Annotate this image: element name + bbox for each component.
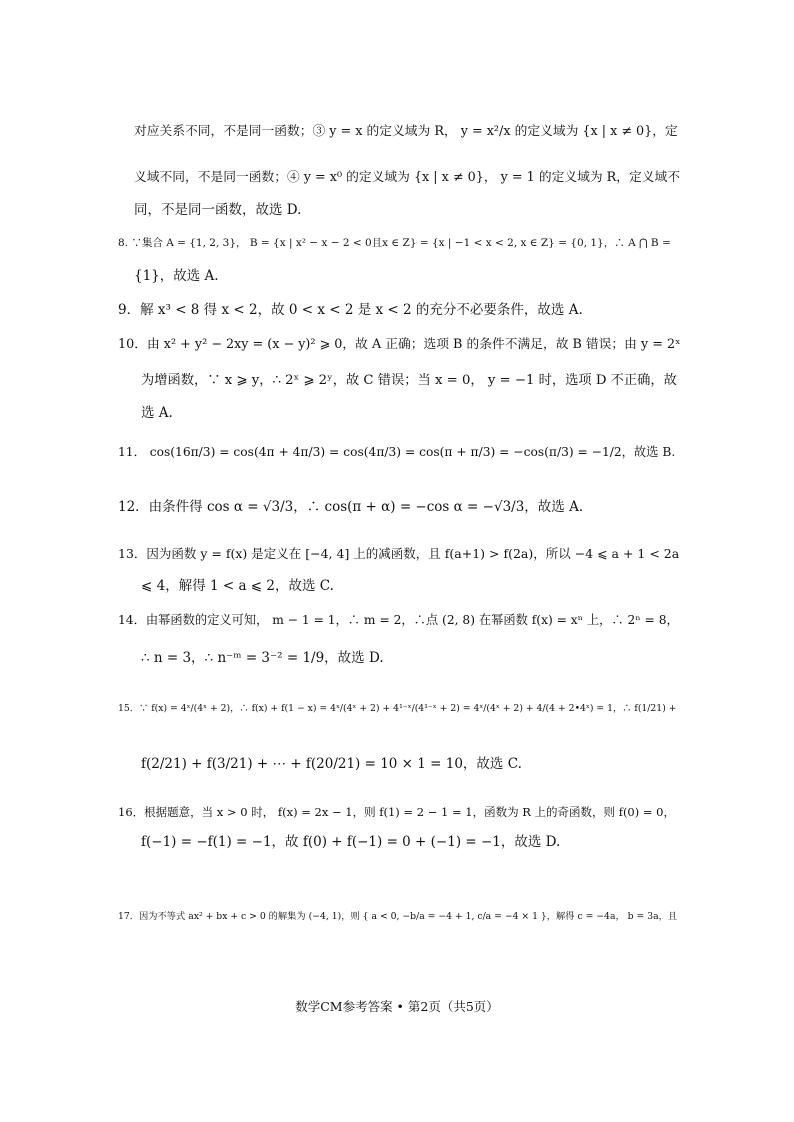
answer-line: 12．由条件得 cos α = √3/3，∴ cos(π + α) = −cos α = −√3/3，故选 A.: [118, 499, 584, 515]
answer-line: 13．因为函数 y = f(x) 是定义在 [−4, 4] 上的减函数，且 f(a+1) > f(2a)，所以 −4 ⩽ a + 1 < 2a: [118, 546, 680, 561]
answer-line: 8. ∵集合 A = {1, 2, 3}， B = {x | x² − x − 2 < 0且x ∈ Z} = {x | −1 < x < 2, x ∈ Z} = {0, 1}，∴ A ⋂ B =: [118, 237, 671, 249]
answer-line: ∴ n = 3，∴ n⁻ᵐ = 3⁻² = 1/9，故选 D.: [141, 650, 384, 666]
answer-line: 选 A.: [141, 405, 173, 421]
answer-line: 17．因为不等式 ax² + bx + c > 0 的解集为 (−4, 1)，则 { a < 0, −b/a = −4 + 1, c/a = −4 × 1 }，解得 c = −4a， b = 3a，且: [118, 911, 678, 922]
answer-line: 16．根据题意，当 x > 0 时， f(x) = 2x − 1，则 f(1) = 2 − 1 = 1，函数为 R 上的奇函数，则 f(0) = 0，: [118, 805, 676, 819]
answer-line: 10．由 x² + y² − 2xy = (x − y)² ⩾ 0，故 A 正确；选项 B 的条件不满足，故 B 错误；由 y = 2ˣ: [118, 337, 681, 352]
answer-line: 14．由幂函数的定义可知， m − 1 = 1，∴ m = 2，∴点 (2, 8) 在幂函数 f(x) = xⁿ 上，∴ 2ⁿ = 8，: [118, 613, 679, 627]
answer-line: f(2/21) + f(3/21) + ⋯ + f(20/21) = 10 × 1 = 10，故选 C.: [141, 756, 522, 772]
answer-line: 9．解 x³ < 8 得 x < 2，故 0 < x < 2 是 x < 2 的充分不必要条件，故选 A.: [118, 302, 583, 318]
answer-line: 同，不是同一函数，故选 D.: [134, 202, 302, 218]
page-footer: 数学CM参考答案 • 第2页（共5页）: [295, 999, 499, 1014]
answer-line: 义域不同，不是同一函数；④ y = x⁰ 的定义域为 {x | x ≠ 0}， y = 1 的定义域为 R，定义域不: [134, 170, 680, 185]
answer-line: f(−1) = −f(1) = −1，故 f(0) + f(−1) = 0 + (−1) = −1，故选 D.: [141, 834, 561, 850]
answer-line: 15．∵ f(x) = 4ˣ/(4ˣ + 2)，∴ f(x) + f(1 − x) = 4ˣ/(4ˣ + 2) + 4¹⁻ˣ/(4¹⁻ˣ + 2) = 4ˣ/(4ˣ + 2) + 4/(4 + 2•4ˣ) = 1，∴ f(1/21) +: [118, 703, 677, 714]
answer-line: {1}，故选 A.: [134, 268, 219, 284]
answer-line: ⩽ 4，解得 1 < a ⩽ 2，故选 C.: [141, 578, 334, 594]
answer-line: 对应关系不同，不是同一函数；③ y = x 的定义域为 R， y = x²/x 的定义域为 {x | x ≠ 0}，定: [134, 124, 678, 139]
answer-line: 为增函数，∵ x ⩾ y，∴ 2ˣ ⩾ 2ʸ，故 C 错误；当 x = 0， y = −1 时，选项 D 不正确，故: [141, 373, 677, 388]
answer-line: 11． cos(16π/3) = cos(4π + 4π/3) = cos(4π/3) = cos(π + π/3) = −cos(π/3) = −1/2，故选 B.: [118, 445, 676, 459]
